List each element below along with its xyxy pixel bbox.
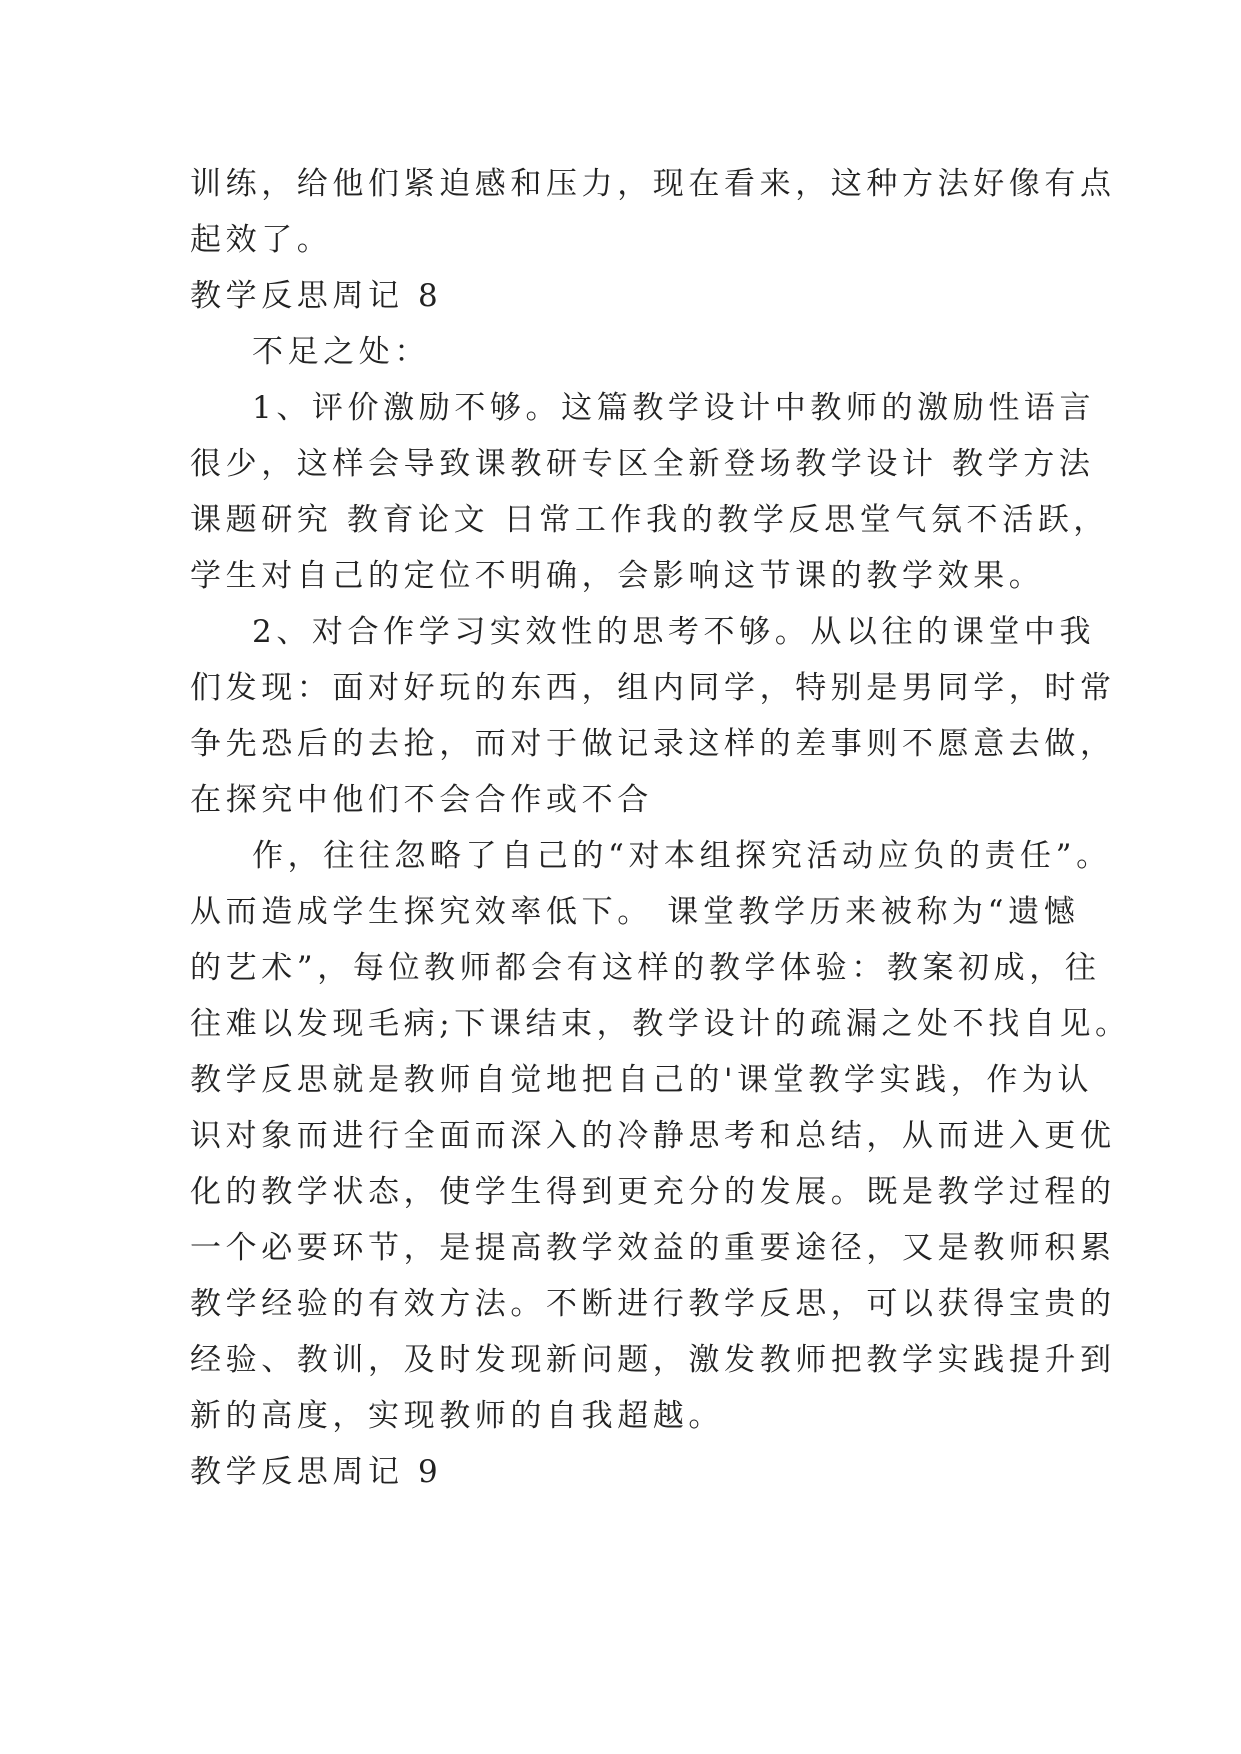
body-text-line: 1、评价激励不够。这篇教学设计中教师的激励性语言: [252, 390, 1096, 426]
body-text-line: 学生对自己的定位不明确，会影响这节课的教学效果。: [190, 558, 1045, 594]
body-text-line: 们发现：面对好玩的东西，组内同学，特别是男同学，时常: [190, 670, 1116, 706]
body-text-line: 往难以发现毛病;下课结束，教学设计的疏漏之处不找自见。: [190, 1006, 1131, 1042]
body-text-line: 教学反思就是教师自觉地把自己的'课堂教学实践，作为认: [190, 1062, 1094, 1098]
subheading: 不足之处：: [252, 334, 430, 370]
body-text-line: 很少，这样会导致课教研专区全新登场教学设计 教学方法: [190, 446, 1095, 482]
body-text-line: 一个必要环节，是提高教学效益的重要途径，又是教师积累: [190, 1230, 1116, 1266]
body-text-line: 在探究中他们不会合作或不合: [190, 782, 653, 818]
body-text-line: 新的高度，实现教师的自我超越。: [190, 1398, 724, 1434]
body-text-line: 化的教学状态，使学生得到更充分的发展。既是教学过程的: [190, 1174, 1116, 1210]
body-text-line: 作，往往忽略了自己的“对本组探究活动应负的责任”。: [252, 838, 1112, 874]
body-text-line: 的艺术”，每位教师都会有这样的教学体验：教案初成，往: [190, 950, 1101, 986]
section-heading: 教学反思周记 8: [190, 278, 443, 314]
body-text-line: 课题研究 教育论文 日常工作我的教学反思堂气氛不活跃，: [190, 502, 1109, 538]
body-text-line: 识对象而进行全面而深入的冷静思考和总结，从而进入更优: [190, 1118, 1116, 1154]
body-text-line: 起效了。: [190, 222, 333, 258]
body-text-line: 训练，给他们紧迫感和压力，现在看来，这种方法好像有点: [190, 166, 1116, 202]
body-text-line: 争先恐后的去抢，而对于做记录这样的差事则不愿意去做，: [190, 726, 1116, 762]
section-heading: 教学反思周记 9: [190, 1454, 443, 1490]
body-text-line: 从而造成学生探究效率低下。 课堂教学历来被称为“遗憾: [190, 894, 1080, 930]
body-text-line: 教学经验的有效方法。不断进行教学反思，可以获得宝贵的: [190, 1286, 1116, 1322]
body-text-line: 2、对合作学习实效性的思考不够。从以往的课堂中我: [252, 614, 1096, 650]
body-text-line: 经验、教训，及时发现新问题，激发教师把教学实践提升到: [190, 1342, 1116, 1378]
